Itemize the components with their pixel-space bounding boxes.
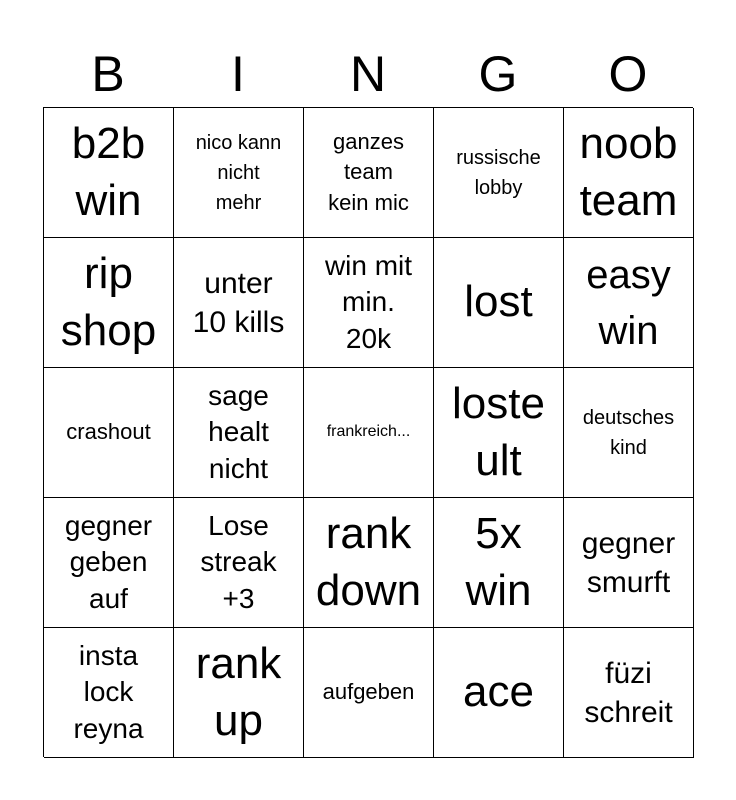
header-letter-b: B — [91, 46, 125, 102]
bingo-cell[interactable]: loste ult — [434, 368, 564, 498]
header-letter-g: G — [478, 46, 518, 102]
bingo-cell[interactable]: gegner smurft — [564, 498, 694, 628]
bingo-cell[interactable]: unter 10 kills — [174, 238, 304, 368]
bingo-grid — [43, 107, 693, 757]
bingo-cell[interactable]: rank up — [174, 628, 304, 758]
bingo-cell[interactable]: win mit min. 20k — [304, 238, 434, 368]
bingo-header — [43, 40, 693, 108]
bingo-cell[interactable]: noob team — [564, 108, 694, 238]
bingo-cell[interactable]: füzi schreit — [564, 628, 694, 758]
bingo-cell[interactable]: sage healt nicht — [174, 368, 304, 498]
bingo-cell[interactable]: crashout — [44, 368, 174, 498]
bingo-cell[interactable]: 5x win — [434, 498, 564, 628]
bingo-cell[interactable]: lost — [434, 238, 564, 368]
bingo-cell[interactable]: nico kann nicht mehr — [174, 108, 304, 238]
bingo-cell[interactable]: ace — [434, 628, 564, 758]
bingo-cell[interactable]: gegner geben auf — [44, 498, 174, 628]
bingo-cell[interactable]: insta lock reyna — [44, 628, 174, 758]
bingo-cell[interactable]: Lose streak +3 — [174, 498, 304, 628]
bingo-cell[interactable]: rip shop — [44, 238, 174, 368]
header-letter-i: I — [231, 46, 245, 102]
bingo-cell[interactable]: deutsches kind — [564, 368, 694, 498]
bingo-cell[interactable]: aufgeben — [304, 628, 434, 758]
bingo-cell[interactable]: frankreich... — [304, 368, 434, 498]
header-letter-n: N — [349, 46, 387, 102]
bingo-cell[interactable]: russische lobby — [434, 108, 564, 238]
bingo-cell[interactable]: easy win — [564, 238, 694, 368]
bingo-cell[interactable]: ganzes team kein mic — [304, 108, 434, 238]
bingo-cell[interactable]: b2b win — [44, 108, 174, 238]
header-letter-o: O — [608, 46, 648, 102]
bingo-cell[interactable]: rank down — [304, 498, 434, 628]
